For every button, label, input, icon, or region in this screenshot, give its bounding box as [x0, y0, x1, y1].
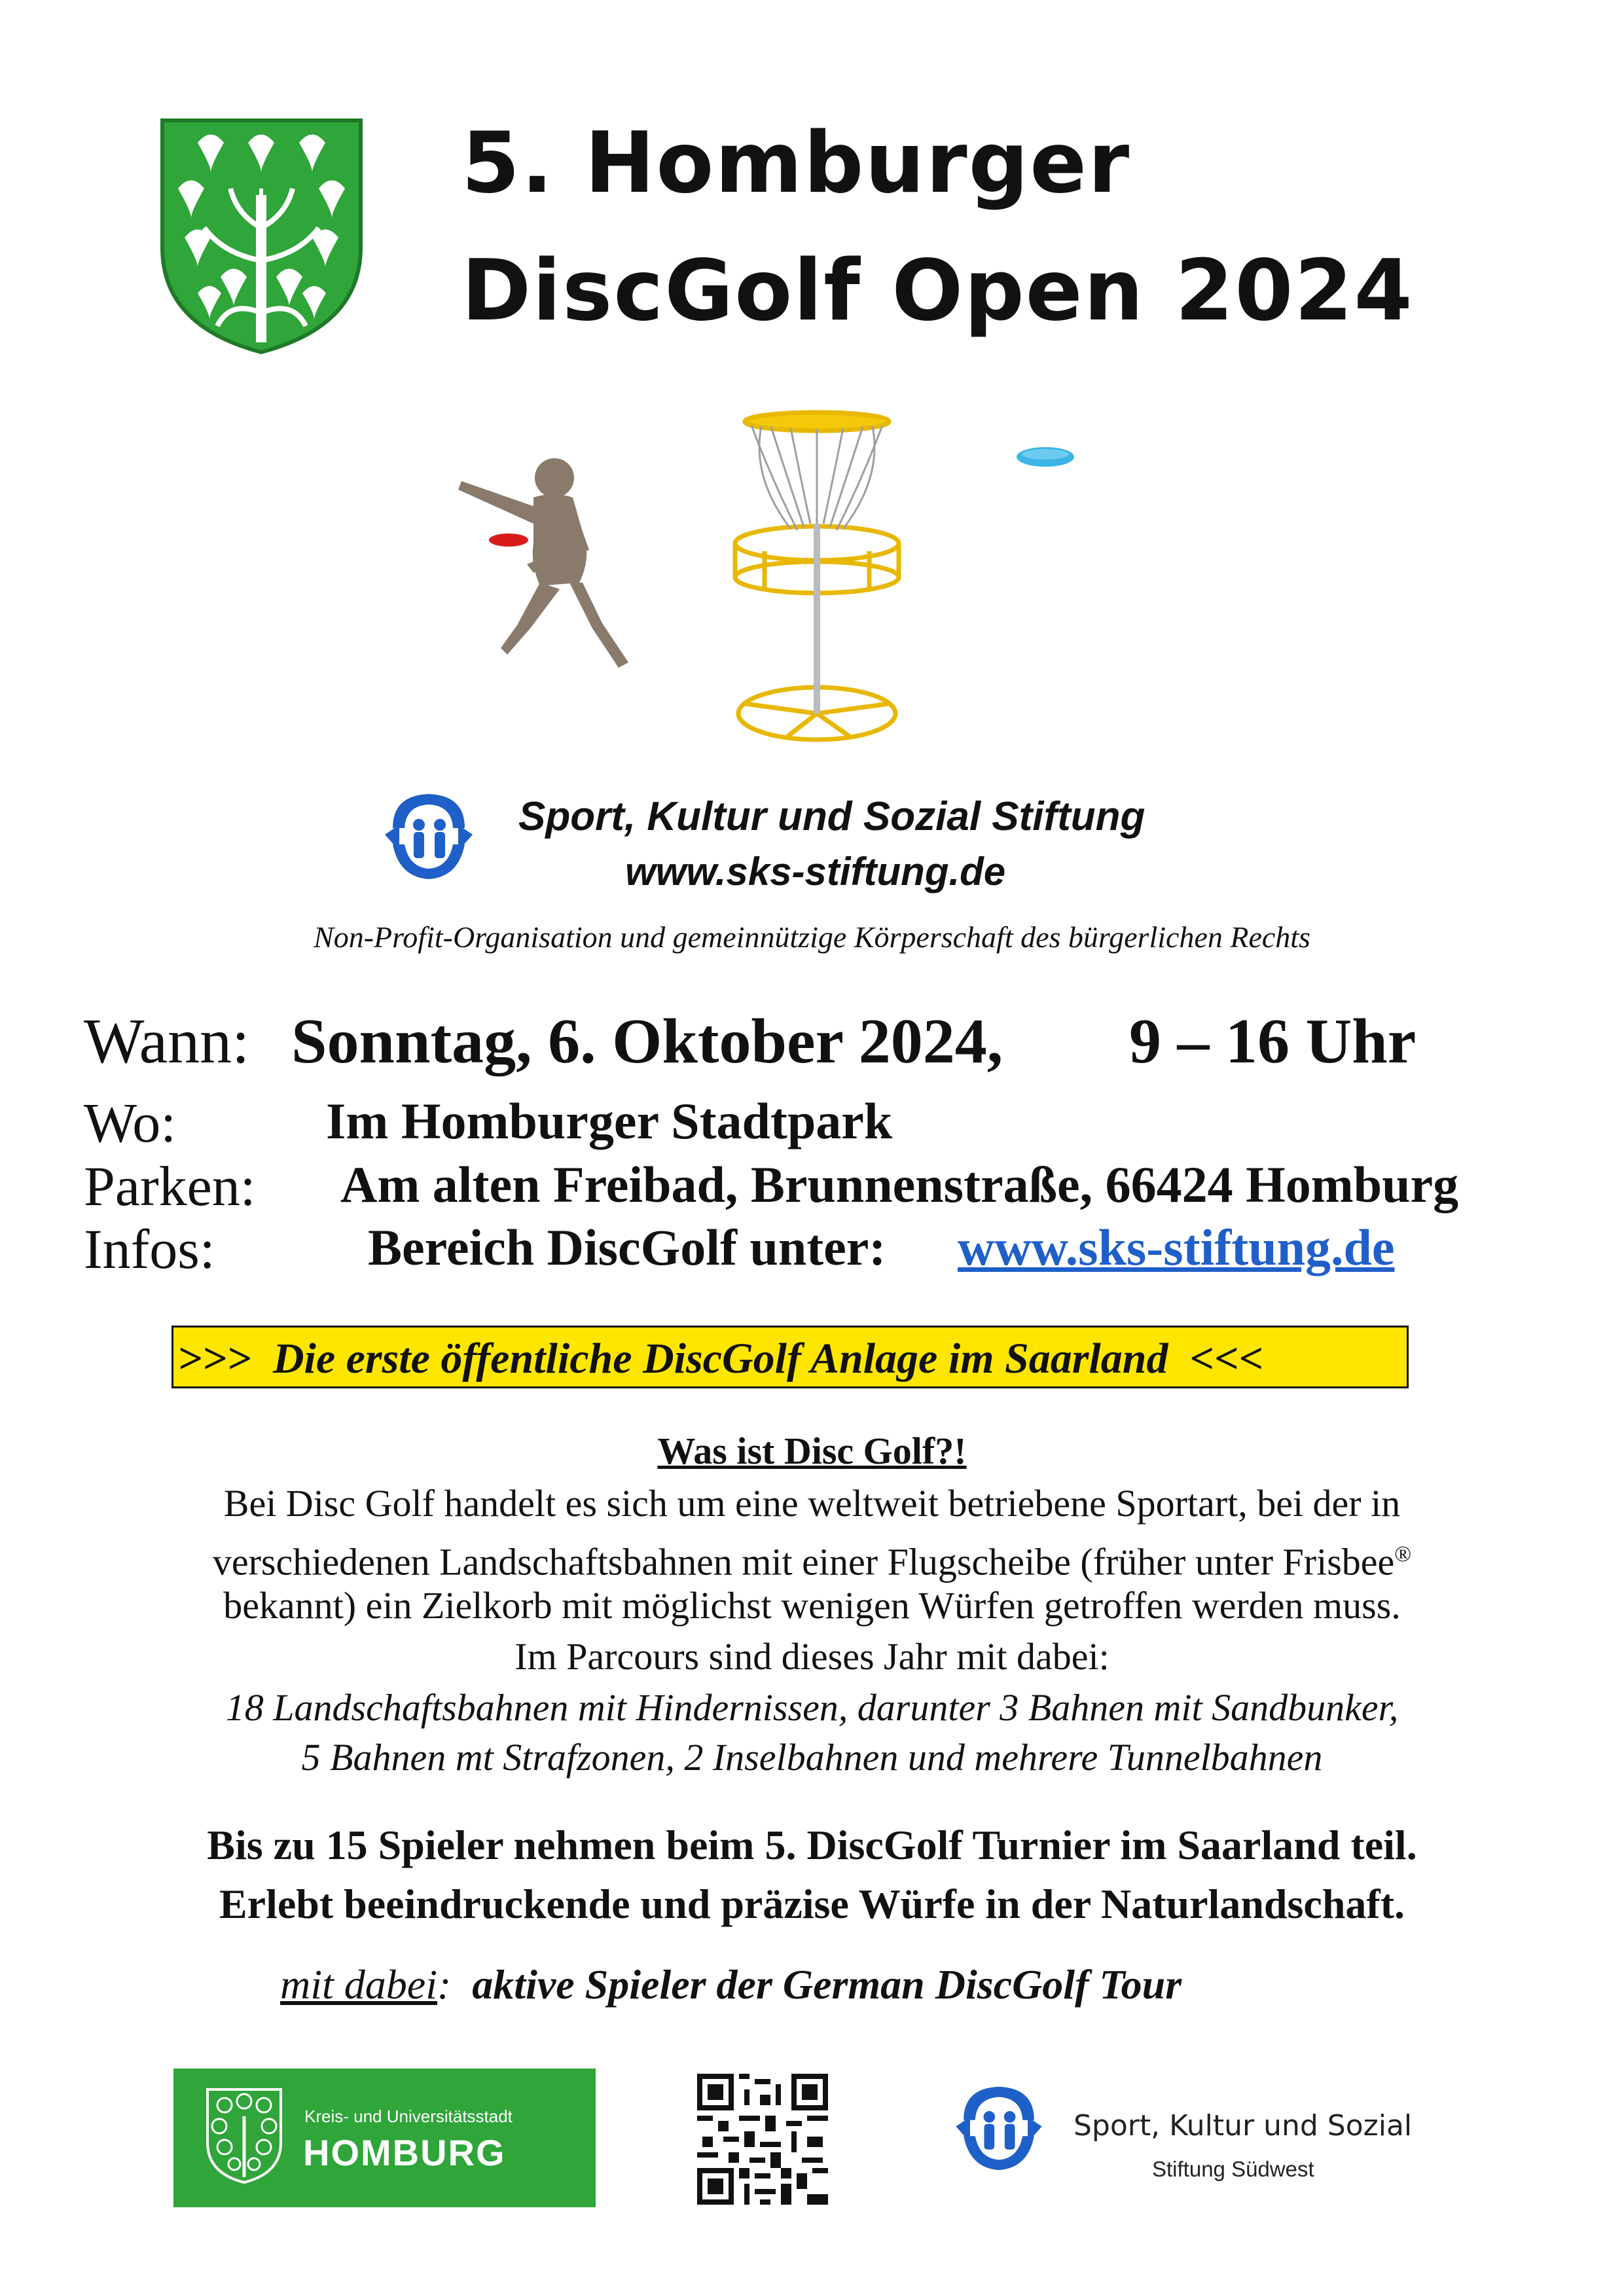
sponsor-name: Sport, Kultur und Sozial Stiftung — [518, 794, 1146, 839]
title-line-2: DiscGolf Open 2024 — [461, 242, 1414, 340]
infos-label: Infos: — [84, 1218, 215, 1280]
wann-value: Sonntag, 6. Oktober 2024, — [291, 1006, 1003, 1077]
tagline-left-marker: >>> — [177, 1335, 251, 1382]
homburg-small-text: Kreis- und Universitätsstadt — [304, 2106, 513, 2126]
sks-logo-icon — [380, 789, 478, 884]
title-line-1: 5. Homburger — [461, 115, 1131, 212]
tagline-text: Die erste öffentliche DiscGolf Anlage im Saarland — [272, 1335, 1168, 1382]
coat-of-arms-logo — [158, 117, 365, 355]
wo-value: Im Homburger Stadtpark — [326, 1093, 893, 1149]
parken-label: Parken: — [84, 1155, 256, 1218]
about-line-2: verschiedenen Landschaftsbahnen mit einer Flugscheibe (früher unter Frisbee® — [212, 1540, 1412, 1583]
homburg-coat-of-arms-icon — [205, 2087, 283, 2185]
about-line-3: bekannt) ein Zielkorb mit möglichst wenigen Würfen getroffen werden muss. — [223, 1584, 1401, 1627]
wo-label: Wo: — [84, 1091, 177, 1154]
player-throwing-icon — [455, 452, 651, 678]
tagline-right-marker: <<< — [1189, 1335, 1264, 1382]
highlight-line-2: Erlebt beeindruckende und präzise Würfe in der Naturlandschaft. — [219, 1881, 1405, 1927]
flying-disc-icon — [1015, 444, 1077, 470]
wann-time: 9 – 16 Uhr — [1129, 1006, 1416, 1077]
sponsor-website[interactable]: www.sks-stiftung.de — [625, 850, 1006, 894]
tagline-banner — [171, 1326, 1409, 1388]
homburg-logo — [173, 2069, 596, 2207]
sks-footer-logo-icon — [950, 2082, 1047, 2175]
parken-value: Am alten Freibad, Brunnenstraße, 66424 Homburg — [340, 1156, 1459, 1213]
infos-value: Bereich DiscGolf unter: — [368, 1219, 886, 1276]
mit-dabei-line: mit dabei: aktive Spieler der German DiscGolf Tour — [280, 1961, 1182, 2008]
about-line-6: 5 Bahnen mt Strafzonen, 2 Inselbahnen und mehrere Tunnelbahnen — [301, 1736, 1323, 1779]
mit-dabei-label: mit dabei — [280, 1961, 437, 2008]
qr-code[interactable] — [697, 2074, 828, 2205]
infos-link[interactable]: www.sks-stiftung.de — [958, 1219, 1395, 1276]
highlight-line-1: Bis zu 15 Spieler nehmen beim 5. DiscGolf Turnier im Saarland teil. — [207, 1822, 1417, 1868]
sks-footer-line-2: Stiftung Südwest — [1152, 2157, 1314, 2181]
about-heading: Was ist Disc Golf?! — [657, 1430, 967, 1472]
mit-dabei-text: aktive Spieler der German DiscGolf Tour — [472, 1961, 1182, 2008]
homburg-big-text: HOMBURG — [303, 2132, 506, 2173]
disc-golf-basket-icon — [725, 406, 909, 753]
about-line-5: 18 Landschaftsbahnen mit Hindernissen, darunter 3 Bahnen mit Sandbunker, — [225, 1686, 1399, 1729]
sks-footer-line-1: Sport, Kultur und Sozial — [1074, 2109, 1413, 2142]
about-line-4: Im Parcours sind dieses Jahr mit dabei: — [514, 1635, 1110, 1678]
sponsor-description: Non-Profit-Organisation und gemeinnützige Körperschaft des bürgerlichen Rechts — [314, 920, 1310, 954]
about-line-1: Bei Disc Golf handelt es sich um eine weltweit betriebene Sportart, bei der in — [223, 1482, 1401, 1525]
wann-label: Wann: — [84, 1006, 250, 1077]
